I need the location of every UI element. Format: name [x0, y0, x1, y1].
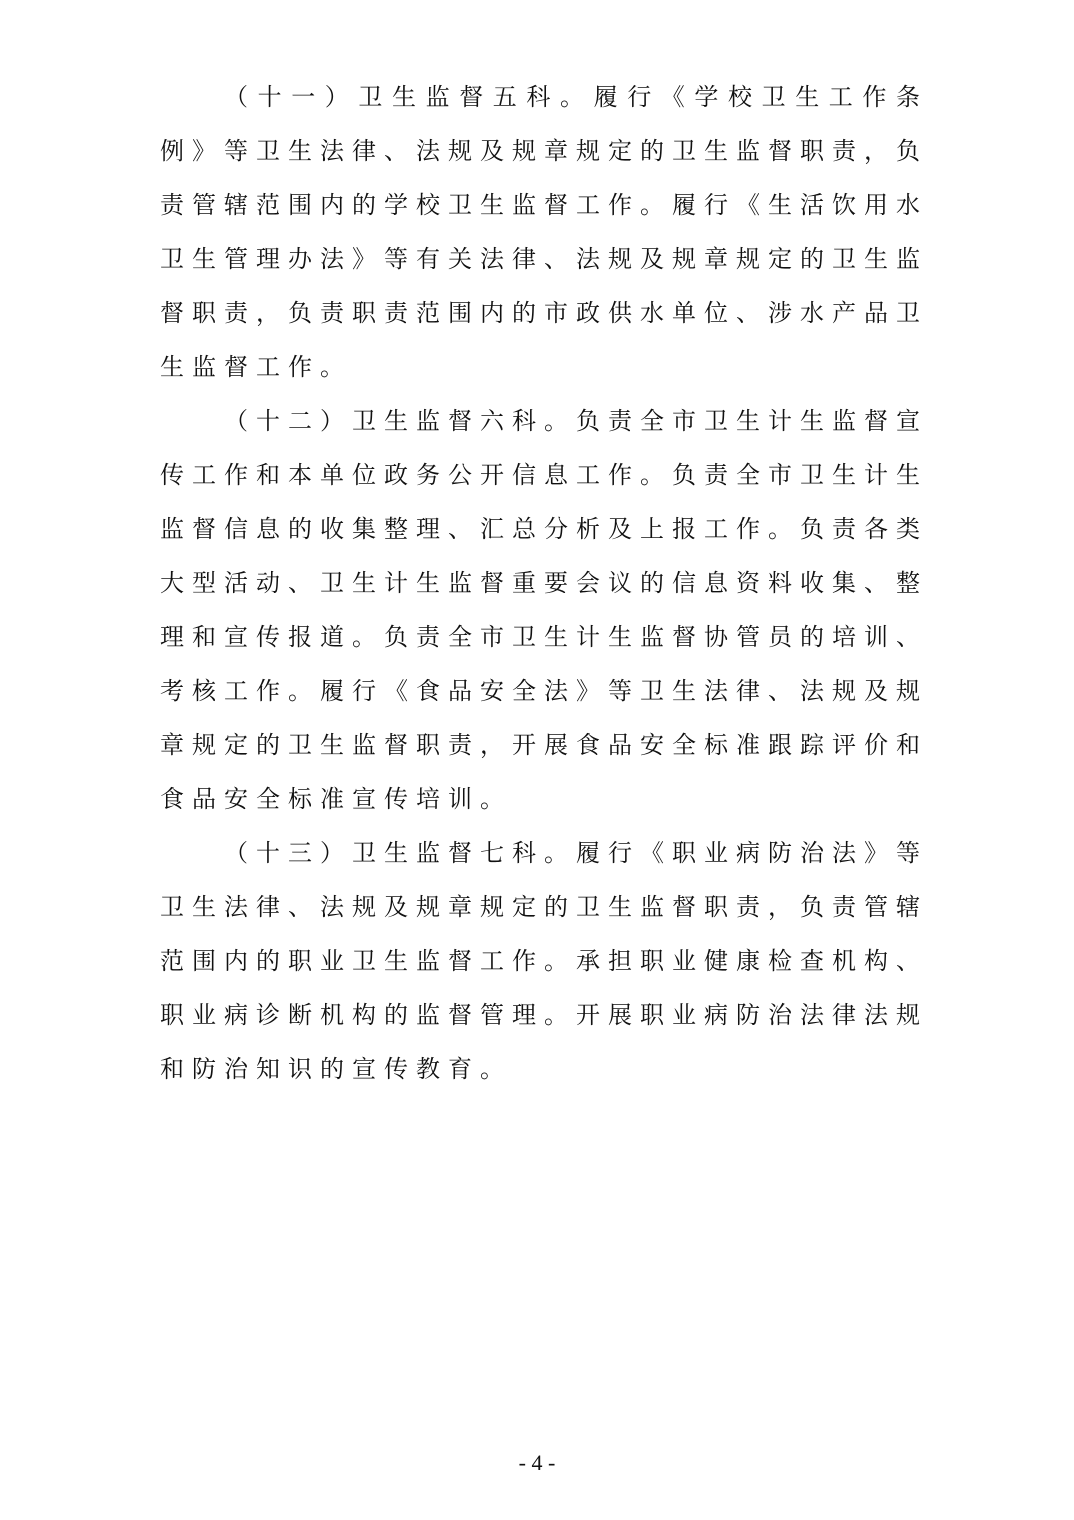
- page-number: - 4 -: [518, 1450, 556, 1475]
- paragraph-section-13: （十三）卫生监督七科。履行《职业病防治法》等卫生法律、法规及规章规定的卫生监督职责，负责管辖范围内的职业卫生监督工作。承担职业健康检查机构、职业病诊断机构的监督管理。开展职业病防治法律法规和防治知识的宣传教育。: [160, 839, 928, 1083]
- document-body: [160, 70, 928, 1096]
- paragraph-section-12: （十二）卫生监督六科。负责全市卫生计生监督宣传工作和本单位政务公开信息工作。负责全市卫生计生监督信息的收集整理、汇总分析及上报工作。负责各类大型活动、卫生计生监督重要会议的信息资料收集、整理和宣传报道。负责全市卫生计生监督协管员的培训、考核工作。履行《食品安全法》等卫生法律、法规及规章规定的卫生监督职责，开展食品安全标准跟踪评价和食品安全标准宣传培训。: [160, 407, 928, 813]
- paragraph-section-11: （十一）卫生监督五科。履行《学校卫生工作条例》等卫生法律、法规及规章规定的卫生监督职责，负责管辖范围内的学校卫生监督工作。履行《生活饮用水卫生管理办法》等有关法律、法规及规章规定的卫生监督职责，负责职责范围内的市政供水单位、涉水产品卫生监督工作。: [160, 83, 928, 381]
